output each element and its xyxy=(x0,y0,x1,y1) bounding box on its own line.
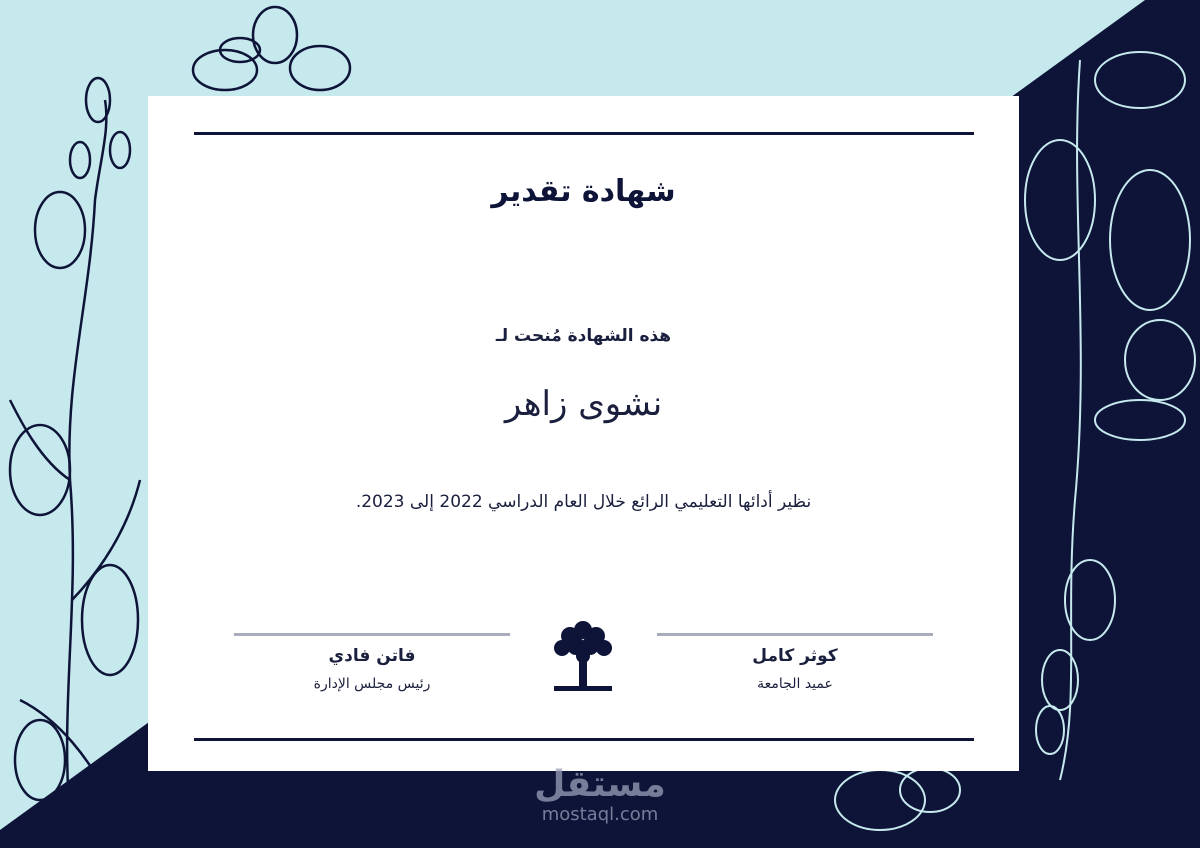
watermark-latin: mostaql.com xyxy=(541,804,659,825)
top-flower-illustration xyxy=(193,7,350,90)
left-signature-line xyxy=(234,633,510,636)
left-floral-illustration xyxy=(10,78,140,820)
bottom-divider xyxy=(194,738,974,741)
tree-icon xyxy=(548,616,618,696)
recipient-name: نشوى زاهر xyxy=(504,384,663,424)
right-signature-line xyxy=(657,633,933,636)
certificate-card xyxy=(148,96,1019,771)
granted-to-label: هذه الشهادة مُنحت لـ xyxy=(495,326,672,346)
right-signer-name: كوثر كامل xyxy=(752,646,838,666)
watermark-arabic: مستقل xyxy=(534,764,666,805)
left-signer-name: فاتن فادي xyxy=(328,646,416,666)
mostaql-watermark xyxy=(520,765,680,825)
left-signer-role: رئيس مجلس الإدارة xyxy=(313,676,431,692)
top-divider xyxy=(194,132,974,135)
certificate-title: شهادة تقدير xyxy=(491,174,676,209)
right-signer-role: عميد الجامعة xyxy=(757,676,833,692)
certificate-description: نظير أدائها التعليمي الرائع خلال العام الدراسي 2022 إلى 2023. xyxy=(355,492,812,512)
